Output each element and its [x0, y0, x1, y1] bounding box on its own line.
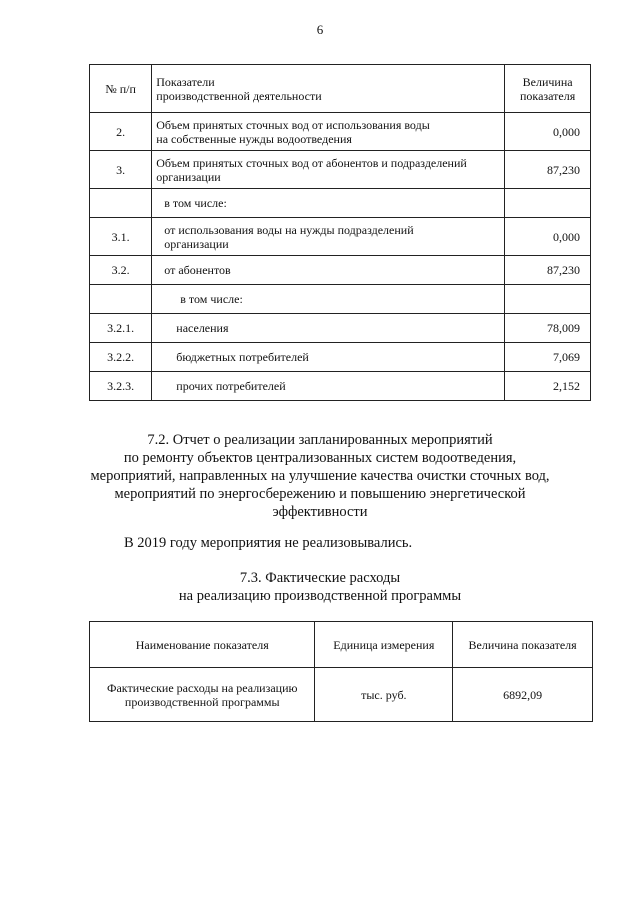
- row-number: [90, 285, 152, 314]
- row-number: 3.2.: [90, 256, 152, 285]
- row-name: прочих потребителей: [152, 372, 505, 401]
- table-row: [90, 256, 591, 285]
- section-7-2-title: 7.2. Отчет о реализации запланированных мероприятий по ремонту объектов централизованных систем водоотведения, мероприятий, направленных на улучшение качества очистки сточных вод, мероприятий по энергосбережению и повышению энергетической эффективности: [90, 432, 550, 520]
- row-name: Объем принятых сточных вод от абонентов и подразделений организации: [152, 151, 505, 189]
- section-7-2-paragraph: В 2019 году мероприятия не реализовывались.: [124, 535, 413, 551]
- row-value: 87,230: [505, 256, 591, 285]
- row-name: населения: [152, 314, 505, 343]
- table-row: [90, 113, 591, 151]
- table-row: [90, 285, 591, 314]
- row-value: 7,069: [505, 343, 591, 372]
- table-row: [90, 189, 591, 218]
- row-unit: тыс. руб.: [315, 668, 453, 722]
- header-unit: Единица измерения: [315, 622, 453, 668]
- header-number: № п/п: [90, 65, 152, 113]
- row-value: 2,152: [505, 372, 591, 401]
- row-value: [505, 189, 591, 218]
- row-value: 0,000: [505, 218, 591, 256]
- section-7-3-title: 7.3. Фактические расходы на реализацию производственной программы: [178, 570, 462, 604]
- row-value: 87,230: [505, 151, 591, 189]
- row-name: в том числе:: [152, 285, 505, 314]
- row-name: от использования воды на нужды подразделений организации: [152, 218, 505, 256]
- table-row: [90, 218, 591, 256]
- row-value: [505, 285, 591, 314]
- header-indicator-name: Наименование показателя: [90, 622, 315, 668]
- table-header-row: [90, 622, 593, 668]
- table-row: [90, 668, 593, 722]
- row-name: от абонентов: [152, 256, 505, 285]
- row-name: в том числе:: [152, 189, 505, 218]
- row-name: бюджетных потребителей: [152, 343, 505, 372]
- header-indicators: Показатели производственной деятельности: [152, 65, 505, 113]
- row-number: 3.2.2.: [90, 343, 152, 372]
- header-value: Величина показателя: [453, 622, 593, 668]
- row-number: 2.: [90, 113, 152, 151]
- row-number: 3.2.1.: [90, 314, 152, 343]
- actual-expenses-table: [89, 621, 593, 722]
- row-value: 78,009: [505, 314, 591, 343]
- row-number: [90, 189, 152, 218]
- table-row: [90, 343, 591, 372]
- row-name: Объем принятых сточных вод от использования воды на собственные нужды водоотведения: [152, 113, 505, 151]
- table-row: [90, 314, 591, 343]
- row-number: 3.2.3.: [90, 372, 152, 401]
- table-row: [90, 372, 591, 401]
- row-number: 3.: [90, 151, 152, 189]
- row-number: 3.1.: [90, 218, 152, 256]
- table-header-row: [90, 65, 591, 113]
- row-value: 0,000: [505, 113, 591, 151]
- row-name: Фактические расходы на реализацию производственной программы: [90, 668, 315, 722]
- page-number: 6: [316, 22, 324, 37]
- table-row: [90, 151, 591, 189]
- header-value: Величина показателя: [505, 65, 591, 113]
- production-indicators-table: [89, 64, 591, 401]
- row-value: 6892,09: [453, 668, 593, 722]
